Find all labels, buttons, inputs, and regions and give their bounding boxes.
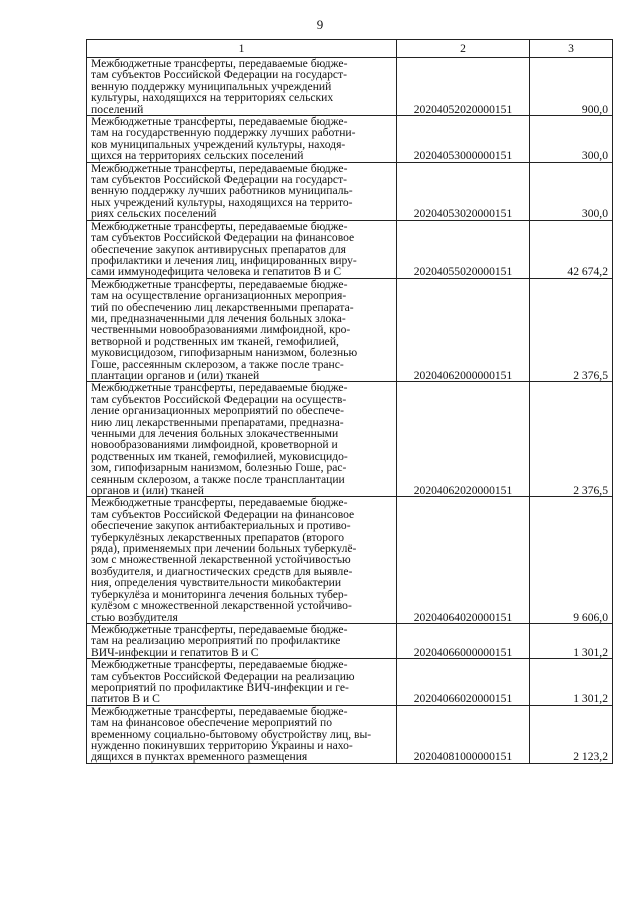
description-line: ветворной и родственных им тканей, гемофилией, (91, 334, 339, 348)
amount: 1 301,2 (530, 623, 613, 658)
description-line: Межбюджетные трансферты, передаваемые бюдже- (91, 115, 348, 129)
table-row (87, 623, 613, 658)
description-line: сами иммунодефицита человека и гепатитов В и С (91, 265, 342, 279)
table-row (87, 659, 613, 706)
amount: 300,0 (530, 162, 613, 220)
description-line: там на осуществление организационных мероприя- (91, 289, 347, 303)
description-line: тий по обеспечению лиц лекарственными препарата- (91, 300, 354, 314)
column-header-amount: 3 (530, 40, 613, 58)
description-line: культуры, находящихся на территориях сельских (91, 91, 334, 105)
description-line: там субъектов Российской Федерации на государст- (91, 173, 348, 187)
description-line: Межбюджетные трансферты, передаваемые бюдже- (91, 277, 348, 291)
description-line: Межбюджетные трансферты, передаваемые бюдже- (91, 622, 348, 636)
transfer-description (87, 705, 397, 763)
description-line: поселений (91, 102, 144, 116)
description-line: ных учреждений культуры, находящихся на террито- (91, 195, 353, 209)
amount: 2 376,5 (530, 382, 613, 497)
description-line: туберкулёзных лекарственных препаратов (второго (91, 530, 345, 544)
transfer-description (87, 278, 397, 382)
column-header-name: 1 (87, 40, 397, 58)
amount: 2 123,2 (530, 705, 613, 763)
description-line: временному социально-бытовому обустройству лиц, вы- (91, 727, 372, 741)
description-line: там субъектов Российской Федерации на осуществ- (91, 392, 347, 406)
description-line: новообразованиями лимфоидной, кроветворной и (91, 438, 338, 452)
description-line: Межбюджетные трансферты, передаваемые бюдже- (91, 57, 348, 70)
description-line: ков муниципальных учреждений культуры, находя- (91, 137, 346, 151)
description-line: нужденно покинувших территорию Украины и нахо- (91, 738, 353, 752)
description-line: там субъектов Российской Федерации на государст- (91, 68, 348, 82)
transfer-description (87, 497, 397, 623)
header-row (87, 40, 613, 58)
description-line: риях сельских поселений (91, 207, 217, 221)
page-number: 9 (316, 17, 324, 32)
transfer-description (87, 623, 397, 658)
description-line: зом, гипофизарным нанизмом, болезнью Гоше, рас- (91, 461, 347, 475)
table-row (87, 162, 613, 220)
transfer-description (87, 58, 397, 116)
budget-code: 20204081000000151 (397, 705, 530, 763)
description-line: мероприятий по профилактике ВИЧ-инфекции и ге- (91, 680, 349, 694)
budget-code: 20204052020000151 (397, 58, 530, 116)
description-line: Межбюджетные трансферты, передаваемые бюдже- (91, 704, 348, 718)
description-line: ряда), применяемых при лечении больных туберкулё- (91, 542, 357, 556)
description-line: венную поддержку муниципальных учреждений (91, 79, 332, 93)
description-line: ми, предназначенными для лечения больных злока- (91, 311, 346, 325)
description-line: там субъектов Российской Федерации на финансовое (91, 507, 355, 521)
description-line: обеспечение закупок антибактериальных и противо- (91, 519, 351, 533)
description-line: Межбюджетные трансферты, передаваемые бюдже- (91, 161, 348, 175)
description-line: Гоше, рассеянным склерозом, а также после транс- (91, 357, 344, 371)
transfer-description (87, 162, 397, 220)
table-row (87, 278, 613, 382)
table-row (87, 705, 613, 763)
description-line: ния, определения чувствительности микобактерии (91, 576, 342, 590)
description-line: стью возбудителя (91, 610, 178, 624)
budget-code: 20204055020000151 (397, 220, 530, 278)
budget-code: 20204064020000151 (397, 497, 530, 623)
description-line: там на реализацию мероприятий по профилактике (91, 634, 341, 648)
description-line: родственных им тканей, гемофилией, муковисцидо- (91, 449, 348, 463)
amount: 42 674,2 (530, 220, 613, 278)
amount: 2 376,5 (530, 278, 613, 382)
description-line: дящихся в пунктах временного размещения (91, 750, 308, 764)
table-body (87, 58, 613, 764)
description-line: зом с множественной лекарственной устойчивостью (91, 553, 351, 567)
description-line: там на государственную поддержку лучших работни- (91, 126, 356, 140)
amount: 900,0 (530, 58, 613, 116)
table-row (87, 220, 613, 278)
transfer-description (87, 659, 397, 706)
amount: 300,0 (530, 116, 613, 163)
description-line: патитов В и С (91, 692, 160, 706)
transfer-description (87, 220, 397, 278)
budget-code: 20204053000000151 (397, 116, 530, 163)
description-line: ченными для лечения больных злокачественными (91, 427, 339, 440)
budget-code: 20204066000000151 (397, 623, 530, 658)
budget-code: 20204053020000151 (397, 162, 530, 220)
budget-table (86, 39, 613, 764)
transfer-description (87, 382, 397, 497)
description-line: возбудителя, и диагностических средств для выявле- (91, 564, 353, 578)
table-row (87, 58, 613, 116)
description-line: щихся на территориях сельских поселений (91, 149, 304, 163)
description-line: туберкулёза и мониторинга лечения больных тубер- (91, 587, 348, 601)
description-line: кулёзом с множественной лекарственной устойчиво- (91, 599, 352, 613)
description-line: сеянным склерозом, а также после трансплантации (91, 472, 345, 486)
description-line: органов и (или) тканей (91, 484, 205, 498)
description-line: обеспечение закупок антивирусных препаратов для (91, 242, 346, 256)
column-header-code: 2 (397, 40, 530, 58)
description-line: Межбюджетные трансферты, передаваемые бюдже- (91, 496, 348, 510)
table-row (87, 382, 613, 497)
description-line: Межбюджетные трансферты, передаваемые бюдже- (91, 381, 348, 395)
description-line: ление организационных мероприятий по обеспече- (91, 404, 345, 418)
description-line: муковисцидозом, гипофизарным нанизмом, болезнью (91, 346, 358, 360)
budget-code: 20204062000000151 (397, 278, 530, 382)
description-line: Межбюджетные трансферты, передаваемые бюдже- (91, 219, 348, 233)
description-line: чественными новообразованиями лимфоидной, кро- (91, 323, 351, 337)
amount: 9 606,0 (530, 497, 613, 623)
description-line: там субъектов Российской Федерации на финансовое (91, 231, 355, 245)
description-line: профилактики и лечения лиц, инфицированных виру- (91, 253, 357, 267)
description-line: плантации органов и (или) тканей (91, 368, 260, 382)
description-line: там субъектов Российской Федерации на реализацию (91, 669, 355, 683)
table-row (87, 116, 613, 163)
amount: 1 301,2 (530, 659, 613, 706)
budget-code: 20204066020000151 (397, 659, 530, 706)
budget-code: 20204062020000151 (397, 382, 530, 497)
description-line: венную поддержку лучших работников муниципаль- (91, 184, 353, 198)
transfer-description (87, 116, 397, 163)
table-row (87, 497, 613, 623)
description-line: нию лиц лекарственными препаратами, предназна- (91, 415, 344, 429)
description-line: ВИЧ-инфекции и гепатитов В и С (91, 645, 259, 659)
description-line: Межбюджетные трансферты, передаваемые бюдже- (91, 658, 348, 672)
description-line: там на финансовое обеспечение мероприятий по (91, 716, 333, 730)
